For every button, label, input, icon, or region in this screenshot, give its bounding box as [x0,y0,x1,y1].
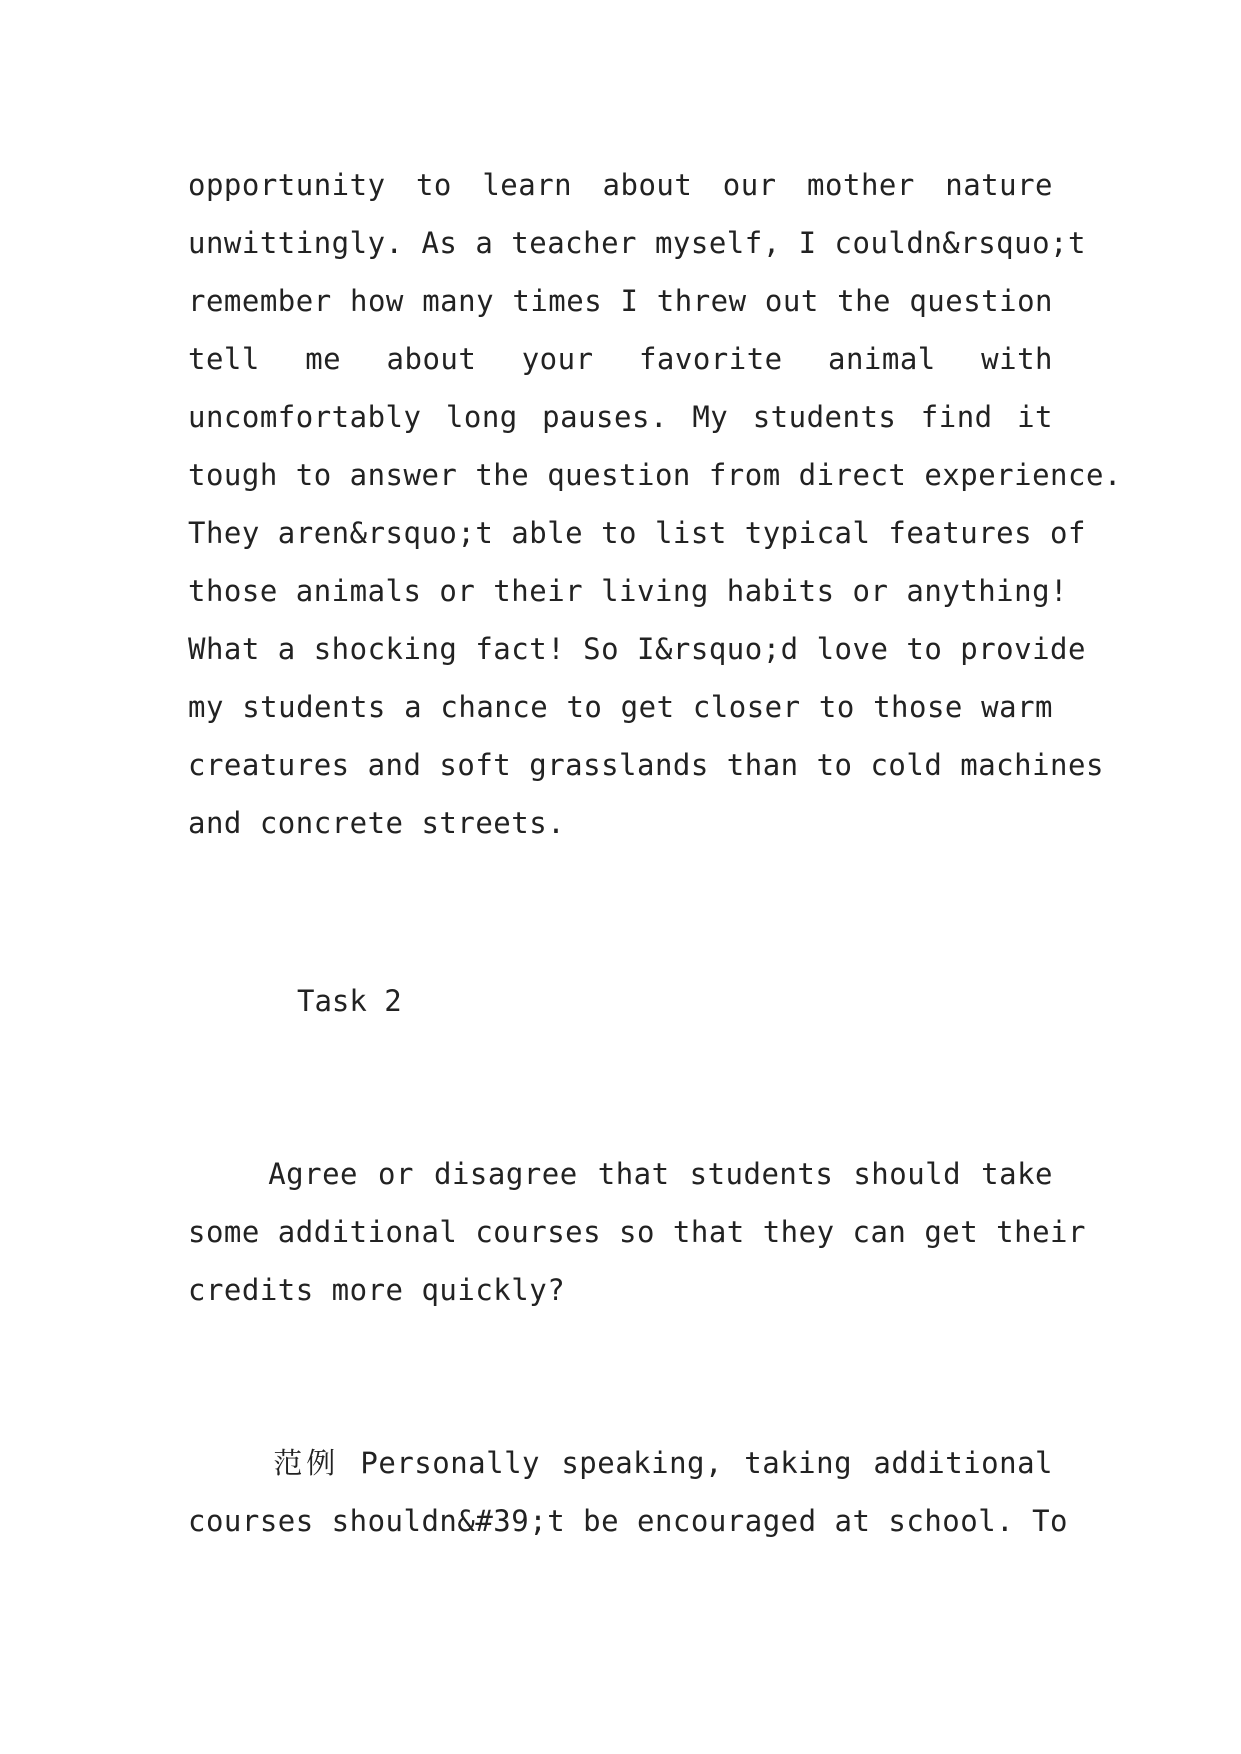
paragraph-line: opportunity to learn about our mother nature [188,168,1053,202]
paragraph-line: those animals or their living habits or anything! [188,574,1069,608]
paragraph-line: What a shocking fact! So I&rsquo;d love to provide [188,632,1086,666]
paragraph-line: 范例 Personally speaking, taking additional [188,1446,1053,1480]
paragraph-line: some additional courses so that they can get their [188,1215,1086,1249]
paragraph-line: They aren&rsquo;t able to list typical features of [188,516,1086,550]
paragraph-line: credits more quickly? [188,1273,566,1307]
paragraph-line: tell me about your favorite animal with [188,342,1053,376]
task-heading: Task 2 [297,984,402,1018]
paragraph-line: remember how many times I threw out the question [188,284,1053,318]
paragraph-line: tough to answer the question from direct experience. [188,458,1122,492]
paragraph-line: my students a chance to get closer to those warm [188,690,1053,724]
paragraph-line: and concrete streets. [188,806,566,840]
paragraph-line: unwittingly. As a teacher myself, I couldn&rsquo;t [188,226,1086,260]
paragraph-line: courses shouldn&#39;t be encouraged at school. To [188,1504,1069,1538]
paragraph-line: Agree or disagree that students should take [188,1157,1053,1191]
paragraph-nature [188,156,1122,852]
paragraph-task-question [188,1145,1086,1319]
paragraph-line: uncomfortably long pauses. My students find it [188,400,1053,434]
paragraph-sample-answer [188,1434,1069,1550]
paragraph-line: creatures and soft grasslands than to cold machines [188,748,1104,782]
